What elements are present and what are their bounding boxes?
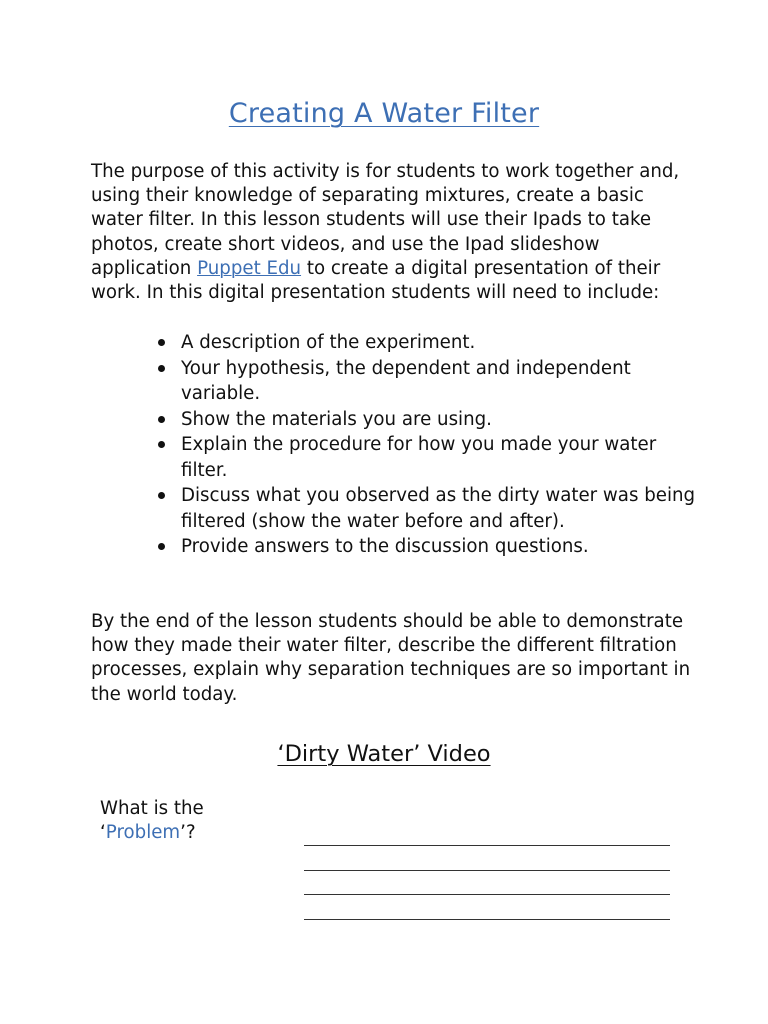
list-item-text: Discuss what you observed as the dirty water was being filtered (show the water before and after). [181,485,696,532]
problem-question [100,797,280,845]
intro-text-start: The purpose of this activity is for students to work together and, using their knowledge of separating mixtures, create a basic water filter. In this lesson students will use their Ipads to take photos, create short videos, and use the Ipad slideshow application [91,161,680,279]
requirements-list [156,330,696,560]
bullet-icon [158,365,165,372]
bullet-icon [158,339,165,346]
bullet-icon [158,416,165,423]
puppet-edu-link[interactable]: Puppet Edu [197,257,302,279]
question-suffix: ’? [180,822,196,843]
list-item-text: Show the materials you are using. [181,408,492,430]
list-item [156,534,696,560]
answer-line[interactable] [304,894,670,895]
list-item [156,330,696,356]
page-title: Creating A Water Filter [228,98,540,129]
list-item [156,407,696,433]
question-prefix: What is the ‘ [100,798,204,843]
outcome-paragraph: By the end of the lesson students should be able to demonstrate how they made their water filter, describe the different filtration processes, explain why separation techniques are so important in the world today. [91,611,691,705]
list-item-text: Provide answers to the discussion questions. [181,536,589,557]
video-section-heading: ‘Dirty Water’ Video [277,741,491,767]
answer-line[interactable] [304,919,670,920]
list-item [156,432,696,483]
list-item [156,483,696,534]
bullet-icon [158,492,165,499]
answer-line[interactable] [304,870,670,871]
intro-text-end: to create a digital presentation of their work. In this digital presentation students will need to include: [91,257,661,304]
list-item [156,356,696,407]
answer-line[interactable] [304,845,670,846]
list-item-text: Explain the procedure for how you made your water filter. [181,434,657,481]
bullet-icon [158,543,165,550]
bullet-icon [158,441,165,448]
list-item-text: A description of the experiment. [181,332,476,353]
intro-paragraph [91,160,691,305]
list-item-text: Your hypothesis, the dependent and independent variable. [181,357,631,404]
problem-keyword: Problem [105,822,181,843]
